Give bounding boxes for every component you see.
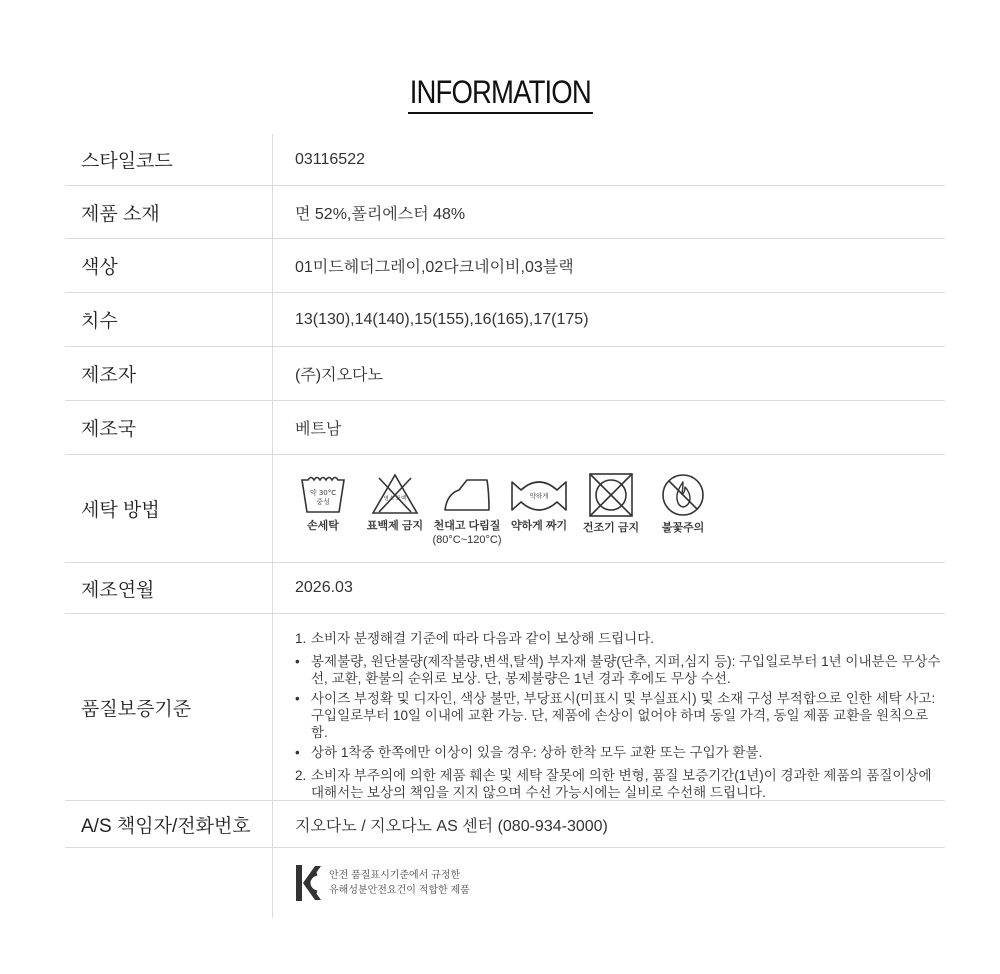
bleach-word-2: 표백 bbox=[395, 496, 407, 502]
label-color: 색상 bbox=[65, 239, 273, 292]
bleach-word-1: 염소 bbox=[383, 496, 395, 502]
kc-text bbox=[329, 868, 470, 898]
value-as: 지오다노 / 지오다노 AS 센터 (080-934-3000) bbox=[295, 817, 608, 835]
wash-item-no-tumble-dry bbox=[575, 472, 647, 535]
label-style-code: 스타일코드 bbox=[65, 134, 273, 185]
row-as bbox=[65, 801, 945, 848]
row-style-code bbox=[65, 134, 945, 186]
label-country: 제조국 bbox=[65, 401, 273, 454]
page-title: INFORMATION bbox=[408, 72, 593, 114]
hand-wash-icon bbox=[299, 472, 347, 516]
wash-item-no-bleach bbox=[359, 472, 431, 533]
quality-mark: 2. bbox=[295, 768, 307, 783]
kc-line-1: 안전 품질표시기준에서 규정한 bbox=[329, 870, 461, 881]
value-date: 2026.03 bbox=[295, 579, 353, 596]
no-tumble-dry-caption: 건조기 금지 bbox=[582, 522, 640, 534]
fire-caution-caption: 불꽃주의 bbox=[661, 522, 705, 534]
gentle-wring-caption: 약하게 짜기 bbox=[510, 520, 568, 532]
label-wash: 세탁 방법 bbox=[65, 455, 273, 562]
quality-mark: 1. bbox=[295, 631, 307, 646]
quality-text: 소비자 부주의에 의한 제품 훼손 및 세탁 잘못에 의한 변형, 품질 보증기간(1년)이 경과한 제품의 품질이상에 대해서는 보상의 책임을 지지 않으며 수선 가능시에는 실비로 수선해 드립니다. bbox=[311, 768, 932, 800]
row-quality bbox=[65, 614, 945, 801]
kc-line-2: 유해성분안전요건이 적합한 제품 bbox=[329, 885, 470, 896]
value-material: 면 52%,폴리에스터 48% bbox=[295, 205, 466, 223]
hand-wash-temp: 약 30°C bbox=[309, 489, 337, 497]
no-bleach-icon bbox=[370, 472, 420, 516]
label-maker: 제조자 bbox=[65, 347, 273, 400]
iron-temp: (80°C~120°C) bbox=[432, 534, 502, 546]
gentle-wring-icon bbox=[509, 472, 569, 516]
quality-text: 소비자 분쟁해결 기준에 따라 다음과 같이 보상해 드립니다. bbox=[311, 631, 654, 646]
info-table bbox=[65, 134, 945, 918]
label-date: 제조연월 bbox=[65, 563, 273, 613]
fire-caution-icon bbox=[660, 472, 706, 518]
label-quality: 품질보증기준 bbox=[65, 614, 273, 800]
value-size: 13(130),14(140),15(155),16(165),17(175) bbox=[295, 310, 589, 328]
no-tumble-dry-icon bbox=[588, 472, 634, 518]
iron-icon bbox=[441, 472, 493, 516]
quality-mark: • bbox=[295, 691, 300, 706]
quality-item bbox=[295, 767, 945, 801]
row-country bbox=[65, 401, 945, 455]
quality-item bbox=[295, 744, 945, 761]
wash-item-gentle-wring bbox=[503, 472, 575, 533]
label-kc-empty bbox=[65, 848, 273, 918]
row-maker bbox=[65, 347, 945, 401]
gentle-word: 약하게 bbox=[529, 492, 549, 500]
row-material bbox=[65, 186, 945, 239]
label-as: A/S 책임자/전화번호 bbox=[65, 801, 273, 847]
row-wash bbox=[65, 455, 945, 563]
quality-item bbox=[295, 690, 945, 741]
label-material: 제품 소재 bbox=[65, 186, 273, 238]
quality-text: 봉제불량, 원단불량(제작불량,변색,탈색) 부자재 불량(단추, 지퍼,심지 등): 구입일로부터 1년 이내분은 무상수선, 교환, 환불의 순위로 보상. 단, 봉제불량은 1년 경과 후에도 무상 수선. bbox=[311, 654, 941, 686]
row-size bbox=[65, 293, 945, 347]
no-bleach-caption: 표백제 금지 bbox=[366, 520, 424, 532]
quality-text: 상하 1착중 한쪽에만 이상이 있을 경우: 상하 한착 모두 교환 또는 구입가 환불. bbox=[311, 745, 763, 760]
wash-item-fire-caution bbox=[647, 472, 719, 535]
hand-wash-neutral: 중성 bbox=[316, 498, 330, 506]
hand-wash-caption: 손세탁 bbox=[307, 520, 339, 532]
quality-text: 사이즈 부정확 및 디자인, 색상 불만, 부당표시(미표시 및 부실표시) 및 소재 구성 부적합으로 인한 세탁 사고: 구입일로부터 10일 이내에 교환 가능. 단, 제품에 손상이 없어야 하며 동일 가격, 동일 제품 교환을 원칙으로 함. bbox=[311, 691, 936, 740]
quality-item bbox=[295, 653, 945, 687]
kc-logo-icon bbox=[295, 864, 321, 902]
row-kc bbox=[65, 848, 945, 918]
value-country: 베트남 bbox=[295, 421, 342, 438]
row-date bbox=[65, 563, 945, 614]
value-quality bbox=[273, 614, 945, 800]
quality-mark: • bbox=[295, 654, 300, 669]
value-color: 01미드헤더그레이,02다크네이비,03블랙 bbox=[295, 259, 574, 276]
value-kc bbox=[273, 848, 945, 918]
value-wash bbox=[273, 455, 945, 562]
quality-mark: • bbox=[295, 745, 300, 760]
title-area bbox=[0, 72, 1000, 114]
row-color bbox=[65, 239, 945, 293]
wash-icons bbox=[287, 470, 719, 547]
value-maker: (주)지오다노 bbox=[295, 367, 383, 384]
wash-item-hand-wash bbox=[287, 472, 359, 533]
quality-item bbox=[295, 630, 945, 647]
iron-caption: 천대고 다림질 bbox=[433, 520, 501, 532]
wash-item-iron bbox=[431, 472, 503, 547]
value-style-code: 03116522 bbox=[295, 150, 365, 168]
kc-mark bbox=[295, 848, 470, 914]
label-size: 치수 bbox=[65, 293, 273, 346]
